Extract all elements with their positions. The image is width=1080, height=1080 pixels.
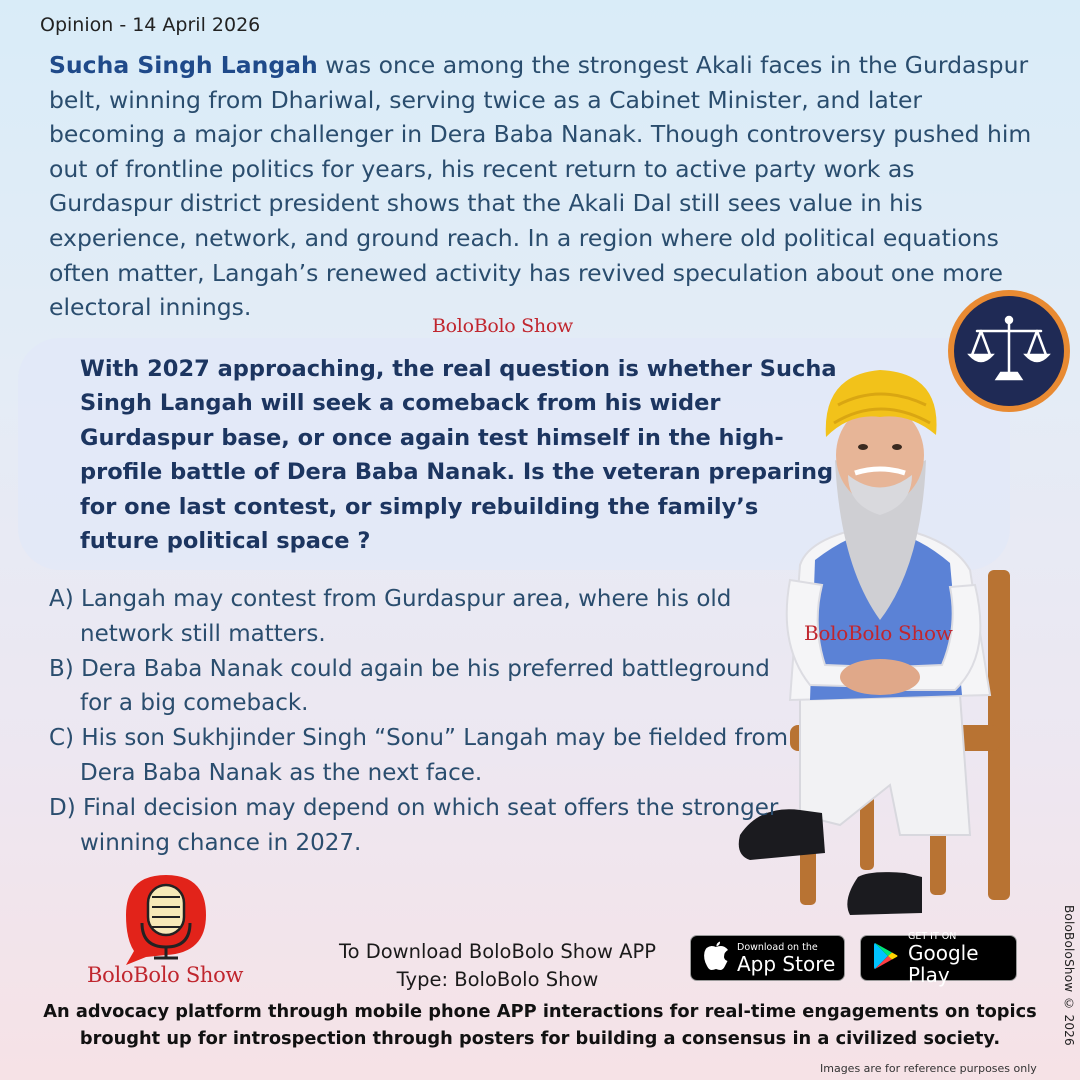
- download-instructions: [300, 938, 695, 994]
- app-store-button[interactable]: [690, 935, 845, 981]
- date-line: Opinion - 14 April 2026: [40, 14, 261, 36]
- download-line-2: Type: BoloBolo Show: [396, 968, 599, 991]
- watermark-figure: BoloBolo Show: [804, 621, 953, 645]
- app-store-small-label: Download on the: [737, 941, 818, 953]
- google-play-large-label: Google Play: [908, 940, 979, 987]
- google-play-button[interactable]: [860, 930, 1017, 987]
- question-text: With 2027 approaching, the real question is whether Sucha Singh Langah will seek a comeback from his wider Gurdaspur base, or once again test himself in the high-profile battle of Dera Baba Nanak. Is the veteran preparing for one last contest, or simply rebuilding the family’s future political space ?: [80, 356, 837, 555]
- tagline: An advocacy platform through mobile phone APP interactions for real-time engagements on topics brought up for introspection through posters for building a consensus in a civilized society.: [43, 1001, 1037, 1049]
- apple-icon: [703, 941, 729, 975]
- option-a: A) Langah may contest from Gurdaspur area, where his old network still matters.: [49, 586, 732, 647]
- option-b: B) Dera Baba Nanak could again be his preferred battleground for a big comeback.: [49, 655, 770, 717]
- download-line-1: To Download BoloBolo Show APP: [338, 940, 657, 963]
- option-d: D) Final decision may depend on which seat offers the stronger winning chance in 2027.: [49, 794, 779, 856]
- option-c: C) His son Sukhjinder Singh “Sonu” Langah may be fielded from Dera Baba Nanak as the next face.: [49, 725, 788, 786]
- app-store-large-label: App Store: [737, 951, 836, 976]
- copyright: BoloBoloShow © 2026: [1062, 905, 1076, 1046]
- intro-body: was once among the strongest Akali faces in the Gurdaspur belt, winning from Dhariwal, serving twice as a Cabinet Minister, and later becoming a major challenger in Dera Baba Nanak. Though controversy pushed him out of frontline politics for years, his recent return to active party work as Gurdaspur district president shows that the Akali Dal still sees value in his experience, network, and ground reach. In a region where old political equations often matter, Langah’s renewed activity has revived speculation about one more electoral innings.: [49, 51, 1032, 322]
- subject-name: Sucha Singh Langah: [49, 51, 318, 79]
- intro-paragraph: [49, 48, 1034, 325]
- google-play-small-label: GET IT ON: [908, 930, 957, 942]
- options-list: [49, 582, 789, 860]
- logo-text: BoloBolo Show: [87, 963, 244, 987]
- disclaimer: Images are for reference purposes only: [820, 1062, 1037, 1075]
- watermark-top: BoloBolo Show: [432, 315, 573, 337]
- google-play-icon: [873, 942, 899, 974]
